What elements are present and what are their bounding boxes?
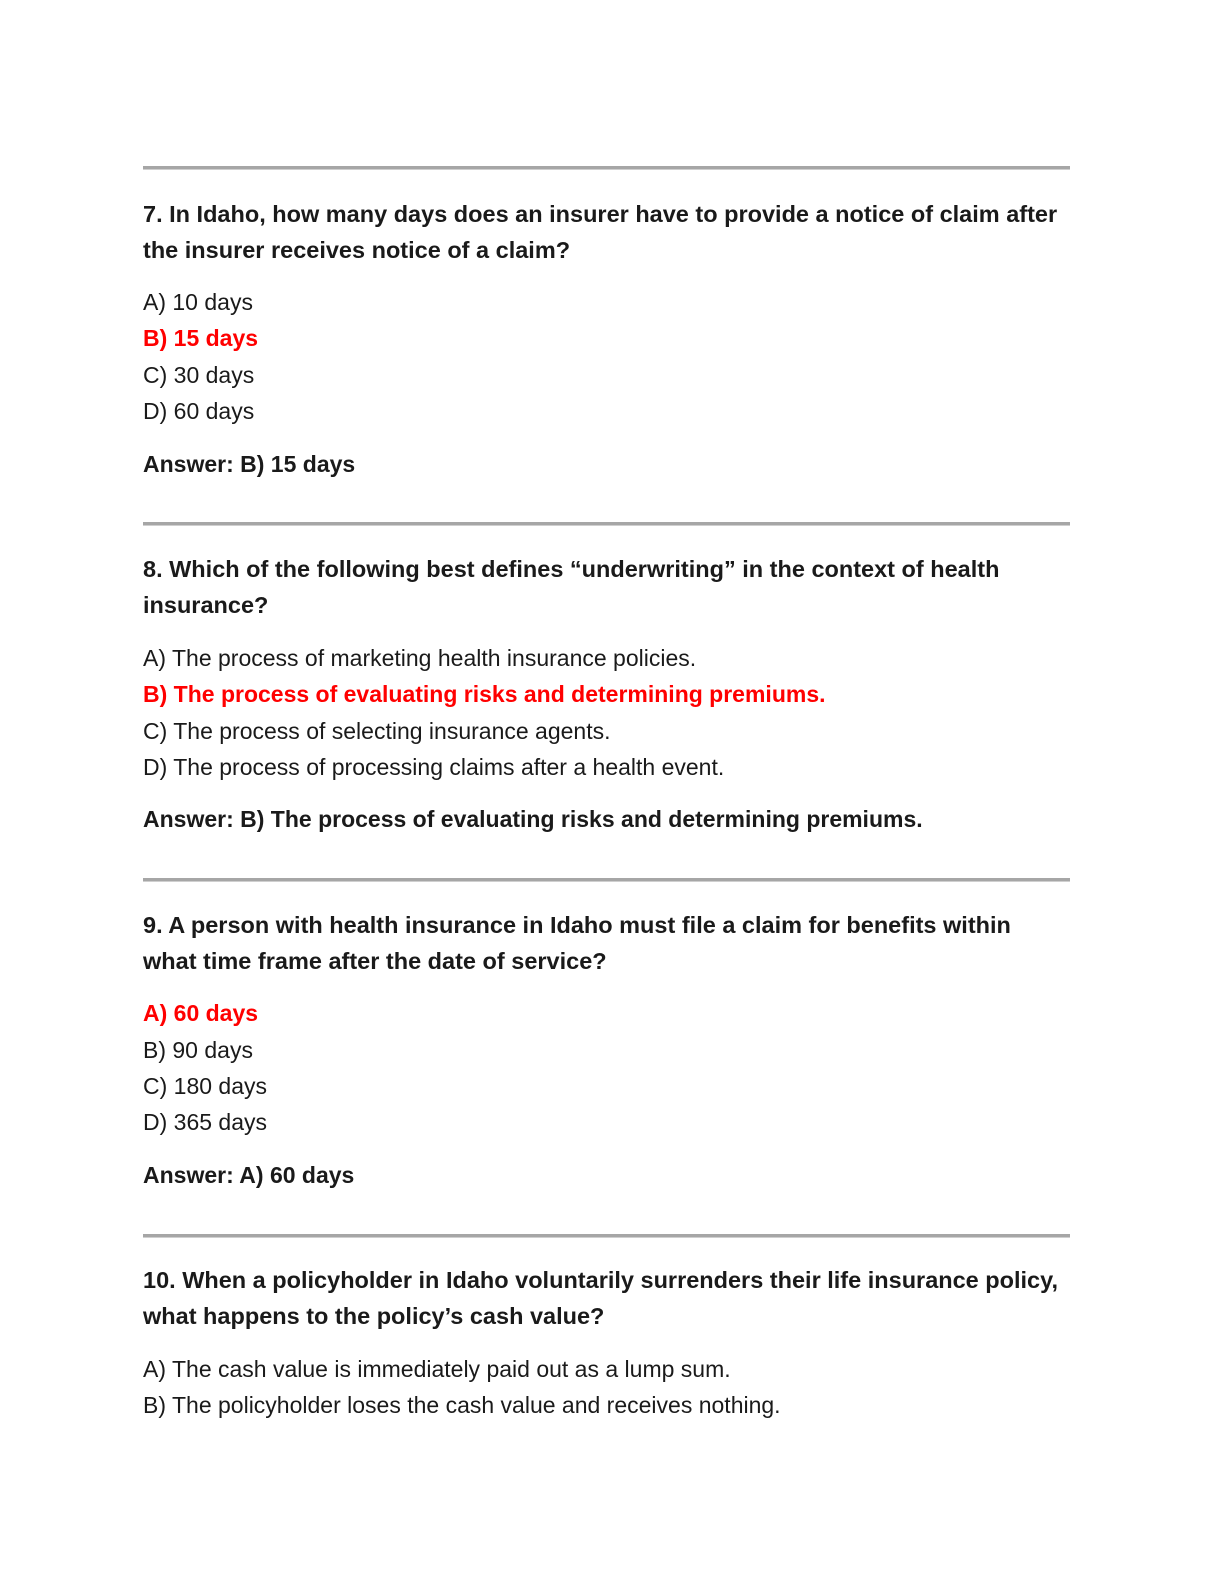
question-8-title: 8. Which of the following best defines “underwriting” in the context of health insurance? bbox=[143, 556, 1000, 618]
question-9-option-a-correct: A) 60 days bbox=[143, 1000, 259, 1026]
question-8-answer: Answer: B) The process of evaluating risks and determining premiums. bbox=[143, 806, 923, 832]
question-8-option-b-correct: B) The process of evaluating risks and determining premiums. bbox=[143, 681, 826, 707]
question-10-option-b: B) The policyholder loses the cash value and receives nothing. bbox=[143, 1392, 781, 1418]
section-divider bbox=[143, 166, 1070, 170]
question-8-option-d: D) The process of processing claims after a health event. bbox=[143, 754, 725, 780]
section-divider bbox=[143, 522, 1070, 526]
question-10-title: 10. When a policyholder in Idaho voluntarily surrenders their life insurance policy, what happens to the policy’s cash value? bbox=[143, 1267, 1058, 1329]
question-9-title: 9. A person with health insurance in Idaho must file a claim for benefits within what time frame after the date of service? bbox=[143, 912, 1011, 974]
question-7-title: 7. In Idaho, how many days does an insurer have to provide a notice of claim after the insurer receives notice of a claim? bbox=[143, 201, 1058, 263]
question-9-answer: Answer: A) 60 days bbox=[143, 1162, 355, 1188]
question-7-answer: Answer: B) 15 days bbox=[143, 451, 356, 477]
question-7-option-b-correct: B) 15 days bbox=[143, 325, 259, 351]
question-8-option-c: C) The process of selecting insurance agents. bbox=[143, 718, 611, 744]
question-9-option-b: B) 90 days bbox=[143, 1037, 253, 1063]
question-7-option-d: D) 60 days bbox=[143, 398, 255, 424]
section-divider bbox=[143, 878, 1070, 882]
question-9-option-d: D) 365 days bbox=[143, 1109, 268, 1135]
question-8-option-a: A) The process of marketing health insurance policies. bbox=[143, 645, 697, 671]
question-10-option-a: A) The cash value is immediately paid out as a lump sum. bbox=[143, 1356, 731, 1382]
question-7-option-a: A) 10 days bbox=[143, 289, 253, 315]
question-7-option-c: C) 30 days bbox=[143, 362, 255, 388]
section-divider bbox=[143, 1234, 1070, 1238]
question-9-option-c: C) 180 days bbox=[143, 1073, 268, 1099]
